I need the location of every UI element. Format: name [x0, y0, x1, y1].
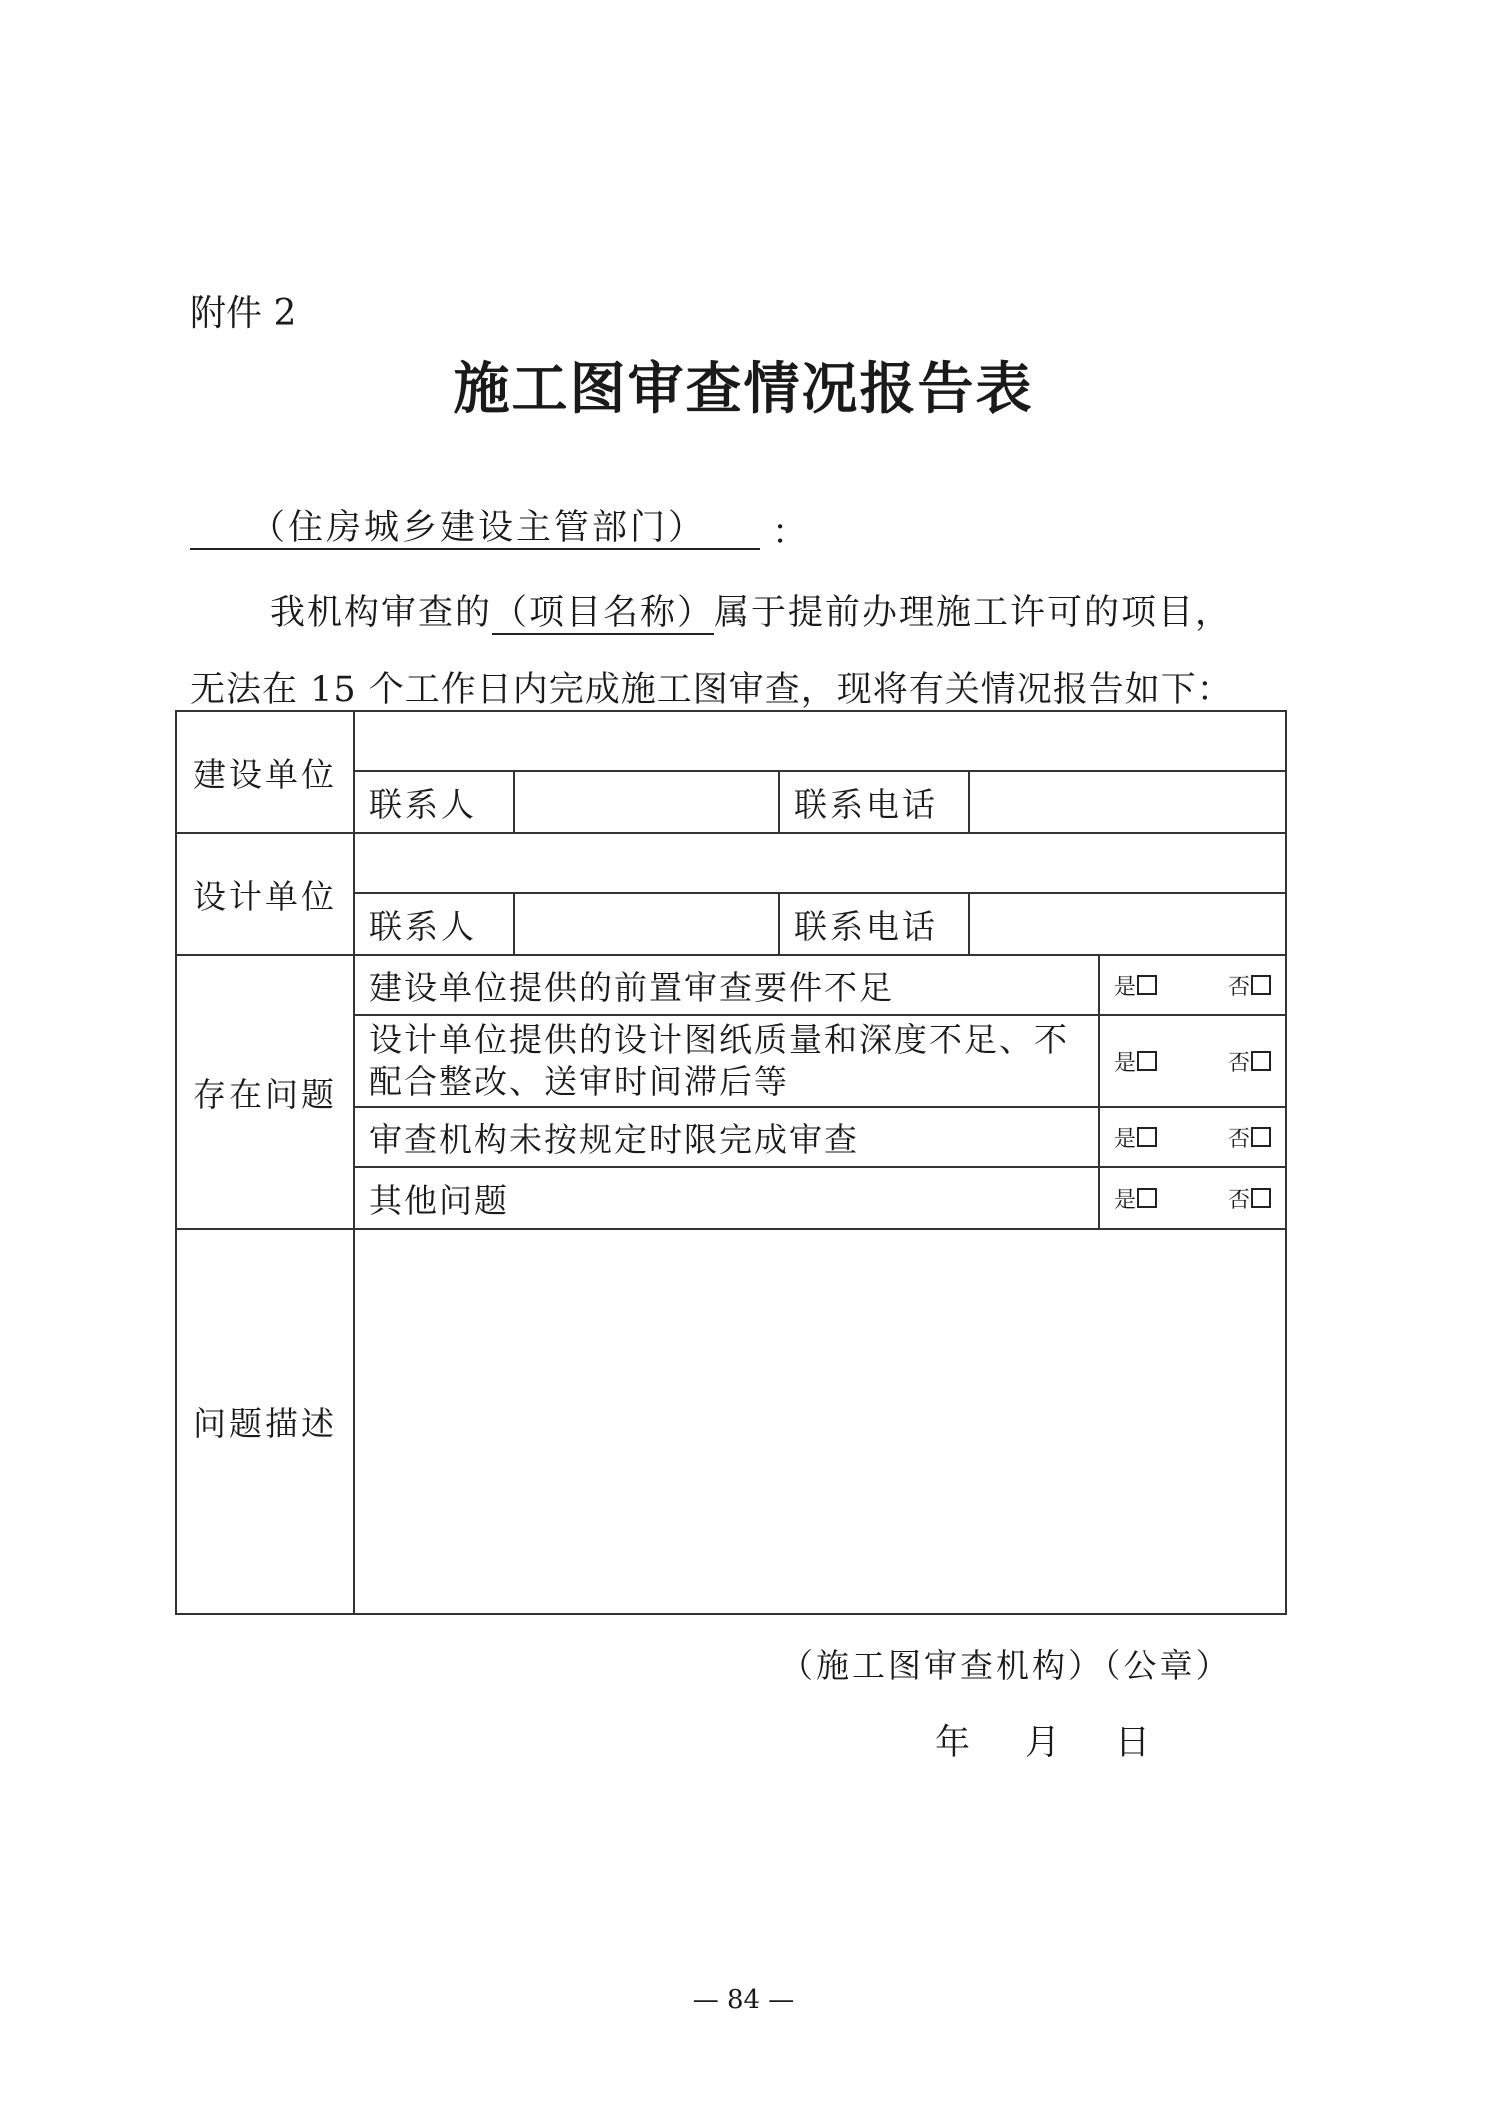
yes-option[interactable]	[1114, 1122, 1157, 1153]
construction-unit-header: 建设单位	[176, 711, 354, 833]
yes-option[interactable]	[1114, 970, 1157, 1001]
yes-option[interactable]	[1114, 1046, 1157, 1077]
yes-checkbox[interactable]	[1137, 1127, 1157, 1147]
yes-checkbox[interactable]	[1137, 1188, 1157, 1208]
yes-checkbox[interactable]	[1137, 1051, 1157, 1071]
no-option[interactable]	[1228, 1122, 1271, 1153]
intro-line-1	[270, 585, 1232, 635]
yes-no-choice	[1099, 1015, 1286, 1107]
issue-item: 建设单位提供的前置审查要件不足	[354, 955, 1099, 1015]
construction-contact-label: 联系人	[354, 771, 514, 833]
no-checkbox[interactable]	[1251, 1127, 1271, 1147]
page-number: — 84 —	[692, 1985, 795, 2015]
description-field[interactable]	[354, 1229, 1286, 1614]
no-checkbox[interactable]	[1251, 1051, 1271, 1071]
description-header: 问题描述	[176, 1229, 354, 1614]
day-label: 日	[1115, 1723, 1151, 1763]
yes-label: 是	[1114, 1050, 1137, 1076]
no-option[interactable]	[1228, 1183, 1271, 1214]
intro-text-before: 我机构审查的	[270, 593, 493, 633]
no-checkbox[interactable]	[1251, 975, 1271, 995]
yes-checkbox[interactable]	[1137, 975, 1157, 995]
page-title: 施工图审查情况报告表	[453, 356, 1034, 422]
yes-label: 是	[1114, 974, 1137, 1000]
report-form-table	[175, 710, 1287, 1615]
yes-no-choice	[1099, 1107, 1286, 1167]
construction-unit-name-field[interactable]	[354, 711, 1286, 771]
intro-text-after: 属于提前办理施工许可的项目，	[714, 593, 1233, 633]
construction-contact-field[interactable]	[514, 771, 779, 833]
yes-no-choice	[1099, 955, 1286, 1015]
yes-option[interactable]	[1114, 1183, 1157, 1214]
design-contact-field[interactable]	[514, 893, 779, 955]
year-label: 年	[935, 1723, 971, 1763]
date-line	[935, 1715, 1205, 1765]
design-phone-label: 联系电话	[779, 893, 969, 955]
no-option[interactable]	[1228, 1046, 1271, 1077]
yes-label: 是	[1114, 1126, 1137, 1152]
attachment-label: 附件 2	[190, 293, 297, 334]
no-label: 否	[1227, 974, 1250, 1000]
no-label: 否	[1227, 1126, 1250, 1152]
addressee-placeholder[interactable]: （住房城乡建设主管部门）	[250, 508, 707, 548]
design-phone-field[interactable]	[969, 893, 1286, 955]
yes-label: 是	[1114, 1187, 1137, 1213]
no-label: 否	[1227, 1187, 1250, 1213]
month-label: 月	[1025, 1723, 1061, 1763]
intro-line-2: 无法在 15 个工作日内完成施工图审查，现将有关情况报告如下：	[190, 670, 1233, 710]
issue-item: 审查机构未按规定时限完成审查	[354, 1107, 1099, 1167]
no-option[interactable]	[1228, 970, 1271, 1001]
design-unit-header: 设计单位	[176, 833, 354, 955]
no-label: 否	[1227, 1050, 1250, 1076]
issues-header: 存在问题	[176, 955, 354, 1229]
seal-line: （施工图审查机构）（公章）	[780, 1646, 1232, 1685]
addressee-colon: ：	[772, 513, 808, 553]
construction-phone-label: 联系电话	[779, 771, 969, 833]
no-checkbox[interactable]	[1251, 1188, 1271, 1208]
project-name-placeholder[interactable]: （项目名称）	[492, 593, 715, 633]
construction-phone-field[interactable]	[969, 771, 1286, 833]
design-contact-label: 联系人	[354, 893, 514, 955]
issue-item: 其他问题	[354, 1167, 1099, 1229]
yes-no-choice	[1099, 1167, 1286, 1229]
design-unit-name-field[interactable]	[354, 833, 1286, 893]
issue-item: 设计单位提供的设计图纸质量和深度不足、不配合整改、送审时间滞后等	[354, 1015, 1099, 1107]
